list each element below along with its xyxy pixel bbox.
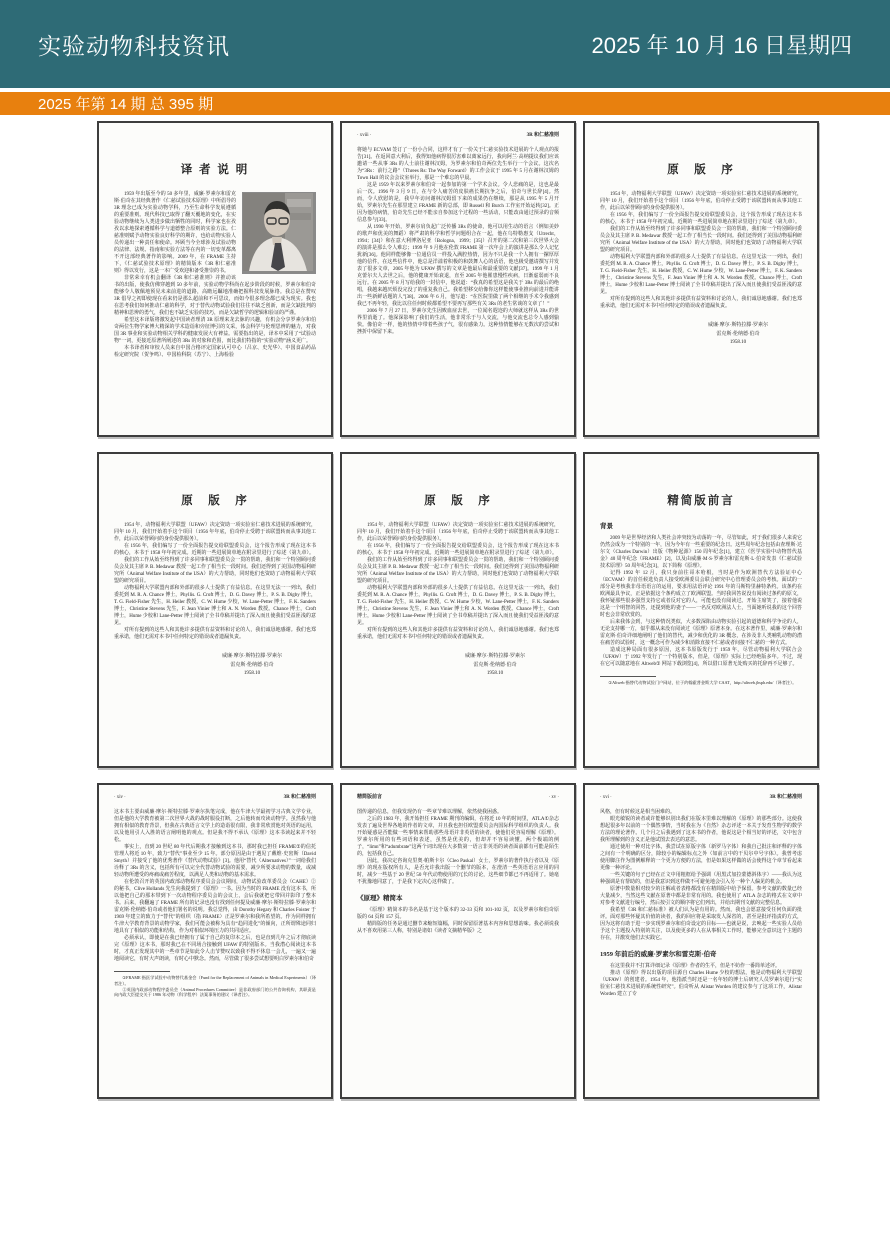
page-paragraph: 1959 年出版至今的 50 多年里，威廉·罗素尔和雷克斯·伯奇在其经典著作《仁慈试验技术原理》中所倡导的 3R 理念已成为实验动物学科，乃至生命科学发展遵循的重要准则。现代科技已取得了翻天覆地的变化，在实验动物继续为人类进步做出牺牲的同时，科学家也在孜孜以求地探索遵循科学与道德整合原则的实验方法。仁慈准则赋予动物实验良好科学的期许，也给动物实验人员传递出一种责任和使命。环顾当今全球涉及试验动物的法律、法规、指南和实验方法等在内的一切变革都离不开这部经典著作的影响。2009 年，在 FRAME 主持下，《仁慈试验技术原理》的精简版本《3R 和仁慈准则》得以发行，这是一本广受欢迎和备受推崇的书。 <box>114 192 236 274</box>
page-thumbnail <box>97 452 333 768</box>
running-head-left: 精简版前言 <box>357 795 383 800</box>
signature-line: 1958.10 <box>243 671 261 676</box>
running-head-left: · xvi · <box>600 795 612 800</box>
signature-line: 雷克斯·伦纳德·伯奇 <box>473 662 517 668</box>
signature-block <box>708 322 768 348</box>
page-thumbnail <box>340 452 576 768</box>
section-heading: 1959 年前后的威廉·罗素尔和雷克斯·伯奇 <box>600 951 717 958</box>
signature-block <box>222 653 282 679</box>
page-title: 原 版 序 <box>181 495 249 507</box>
page-paragraph: 造成这种局面有很多原因，这本书原版发行于 1959 年，尽管动物福利大学联合会（UFAW）于 1992 年发行了一个特别版本，但是，《原理》实际上已经绝版多年。不过，现在它可以随意地在 Altweb① 网站下载浏览[4]，所以借口原著无处购买的托辞再不足够了。 <box>600 648 802 667</box>
signature-block <box>465 653 525 679</box>
page-paragraph: 在这里我并不打算详细记录《原理》作者的生平，但是不妨作一番简单述评。 <box>610 964 781 969</box>
page-thumbnail <box>97 121 333 437</box>
page-paragraph: 眼光敏锐的读者或许能够识别出我们在版本里难以理解的《原理》的那些部分。这使我想起很多年以前的一个偶然事情，当时我在为《自然》杂志评述一本关于发育生物学的数学方法的理论著作。几个月之后我遇到了这本书的作者，他说这是个相当好的评述，文中包含我所理解到的含义正是他试图去表达的意思。 <box>600 817 802 843</box>
page-paragraph: 将她与 ECVAM 签订了一份小合同，这样才有了一份关于仁慈实验技术进展的个人观点的报告[31]。在返回意大利后，我得知他病得很厉害难以离家远行，我向阿兰·高纳提议我们应该邀请一些从事 3Rs 的人士前往谢林汉姆，为罗素尔和伯奇两位先生举行一个会议。这次名为“3Rs：前行之路”（Threes Rs: The Way Forward）的工作会议于 1995 年 5 月在谢林汉姆的 Town Hall 的议会会议室举行，那是一个难忘的早晨。 <box>357 148 559 181</box>
signature-line: 威廉·摩尔·斯特拉滕·罗素尔 <box>708 323 768 328</box>
page-paragraph: 《原理》精简本的书名是基于这个版本的 32-33 页和 101-102 页，以及罗素尔和伯奇原版的 64 页和 157 页。 <box>357 908 559 920</box>
pages-grid <box>0 115 890 1099</box>
section-heading: 《原理》精简本 <box>357 895 403 902</box>
running-head-left: · xiv · <box>114 795 126 800</box>
page-paragraph: 我希望《3R 和仁慈标准》被人们认为是有用的。然而，我也会愿意接受任何负面的批评。面对那些怀疑其价值的读者，我的回应将是采取发人深省的，甚至是批评指责的方式，因为这将有助于进一步实现罗素尔和伯奇设定的目标——也就是说，去唤起一些实验人员给予这个主题投入特别的关注，以及使更多的人在从事相关工作时，能够完全意识这个主题的存在，并激发他们去实践它。 <box>600 908 802 941</box>
page-thumbnail <box>583 783 819 1099</box>
page-paragraph: 因此，我决定咨询克里奥·帕斯卡尔（Cleo Paskal）女士，罗素尔的著作执行者以及《原理》的现在版权所有人，是否允许我出版一个删节的版本，在澄清一些英语语言应用的同时，减少一些基于 20 世纪 50 年代动物使用的冗长的讨论，这些细节都已不再适用了。她毫不犹豫地同意了，于是我下定决心这样做了。 <box>357 859 559 885</box>
page-paragraph: 记得 1992 年 12 月，我只身前往哥本哈根，当时是作为欧洲替代方法验证中心（ECVAM）的首任候选负责人接受欧洲委员会联合研究中心管理委员会的考核。面试的一部分是考核我非母语语言的运用，要求用法语评论 1991 年的马斯特里赫特条约。该条约在欧洲最具争议，正是依据这个条约成立了欧洲联盟。当时我回答说没有阅读过条约的原文，我怀疑那些很多强烈支持它或者反对它的人，可能也没有阅读过。开始主席笑了，接着他说这是一个明智的回答，还提到他的妻子——一名反对欧洲法人士，当面她听说我的这个回答时也会非常欣赏的。 <box>600 571 802 618</box>
running-head-right: 3R 和仁慈准则 <box>283 795 316 800</box>
signature-line: 1958.10 <box>486 671 504 676</box>
page-thumbnail <box>97 783 333 1099</box>
section-heading: 背景 <box>600 523 613 530</box>
running-head-right: · xv · <box>548 795 559 800</box>
page-thumbnail <box>340 783 576 1099</box>
page-title: 原 版 序 <box>667 164 735 176</box>
page-title: 译 者 说 明 <box>180 164 250 176</box>
newsletter-title: 实验动物科技资讯 <box>38 32 230 59</box>
running-head-right: 3R 和仁慈准则 <box>526 133 559 138</box>
page-running-head <box>600 795 802 801</box>
page-title: 精简版前言 <box>667 495 735 507</box>
running-head-left: · xviii · <box>357 133 372 138</box>
signature-line: 威廉·摩尔·斯特拉滕·罗素尔 <box>465 654 525 659</box>
signature-line: 雷克斯·伦纳德·伯奇 <box>716 331 760 337</box>
footnote: ②英国内政部动物程序委员会（Animal Procedures Committee）是非政府部门的公共咨询机构，其职责是向内政大臣提交关于 1986 年动物（科学程序）法案事务的建议（译者注）。 <box>114 986 316 998</box>
page-paragraph: 图传递的信息，但我发现仍有一些章节难以理解，依然使我困惑。 <box>357 810 503 815</box>
page-paragraph: 我们的工作从始至终得到了许多同事和联盟委员会一贯的帮助，我们和一个特别顾问委员会及其主席 P. B. Medawar 教授一起工作了相当长一段时间。我们还得到了美国动物福利研究所（Animal Welfare Institute of the USA）的大力帮助，同时他们也资助了动物福利大学联盟的研究项目。 <box>114 558 316 584</box>
page-paragraph: 动物福利大学联盟内部和外部的很多人士提供了有益信息。在这里无法一一列出，我们委托到 M. R. A. Chance 博士，Phyllis. G. Croft 博士，D. G. Davey 博士，P. S. B. Digby 博士，T. G. Field-Fisher 先生，H. Heiler 教授，C. W. Hume 少校，W. Lane-Petter 博士，F. K. Sanders 博士，Christine Stevens 先生，F. Jean Vinier 博士和 A. N. Worden 教授。Chance 博士，Croft 博士，Hume 少校和 Lane-Petter 博士阅读了全书草稿并提出了深入而且使我们受益匪浅的意见。 <box>114 586 316 626</box>
issue-number-label: 2025 年第 14 期 总 395 期 <box>38 96 214 113</box>
page-paragraph: 精简版的任务是通过删节来缩短篇幅，同时保留原著基本内容和思想韵味。我必须说我从不喜欢用第三人称，特别是诸如《读者文摘精华版》之 <box>357 922 559 934</box>
running-head-right: 3R 和仁慈准则 <box>769 795 802 800</box>
footnote: ①FRAME 指医学试验中动物替代基金会（Fund for the Replacement of Animals in Medical Experiments）（译者注）。 <box>114 975 316 986</box>
signature-line: 雷克斯·伦纳德·伯奇 <box>230 662 274 668</box>
page-paragraph: 在 1956 年，我们编写了一份全面报告提交给联盟委员会，这个报告形成了现在这本书的核心，本书于 1958 年年初完成。近期的一些进展简单地在附录里进行了综述（第九章）。 <box>600 213 802 225</box>
page-paragraph: 推动《原理》得以出版的项目源自 Charles Hume 少校的想法，他是动物福利大学联盟（UFAW）的创建者。1954 年，他指派当时还是一名年轻的博士后研究人员罗素尔进行“实验室仁慈技术进展的系统性研究”。伯奇听从 Alistar Worden 的建议参与了这项工作，Alistar Worden 建立了专 <box>600 971 802 997</box>
page-thumbnail <box>340 121 576 437</box>
page-paragraph: 通过使用一种对比字体，我尝试在原版字体（新罗马字体）和我自己批注和评释的字体之间有一个明确的区分，除较小的编辑标点之外（如前言中的干贝尔中号字体）。我曾考虑使用脚注作为图例解释的一个更为方便的方法，但是如果这样做的话会使得这个章节看起来更像一种评论。 <box>600 845 802 871</box>
page-paragraph: 事实上，直到 20 世纪 80 年代后期我才接触到这本书，那时我已担任 FRAME①的信托管理人将近 10 年，致力“替代”事业至少 15 年。部分原因是由于遇见了戴维·史密斯（David Smyth）并接受了他的优秀著作《替代动物试验》[3]。他用“替代（Alternatives）”一词给我们诠释了 3Rs 的含义，包括所有可以完全代替动物试验的需要，减少所要求动物的数量，或减轻动物所遭受的疼痛或痛苦程度，以满足人类和动物的基本需求。 <box>114 845 316 878</box>
issue-bar <box>0 92 890 115</box>
page-thumbnail <box>583 452 819 768</box>
page-paragraph: 1954 年，动物福利大学联盟（UFAW）决定资助一项实验室仁慈技术进展的系统研究，同年 10 月，我们开始着手这个项目（1956 年年底，伯奇停止受聘于该联盟转而从事其他工作，此后以荣誉顾问的身份提供服务）。 <box>600 192 802 211</box>
page-paragraph: 在伦敦召开的英国内政部动物程序委员会会议期间，动物试验改革委员会（CAHE）②的秘书，Clive Hollands 先生向我提到了《原理》一书。因为当时的 FRAME 没有这本书，所以他把自己的那本带到下一次动物程序委员会的会议上，会后我就把它带回并影印了整本书。后来，我翻遍了 FRAME 所有的记录也没有找到任何提及威廉·摩尔·斯特拉滕·罗素尔和雷克斯·伦纳德·伯奇或者他们署名的说明。我总觉得，由 Dorothy Hegary 和 Charles Foister 于 1969 年建立的致力于“替代”的组织（指 FRAME）正是罗素尔和我所希望的。作为同样拥有牛津大学教育背景的动物学家，我们可能会被称为具有“趋同进化”的倾向，正所谓殊途同归地具有了相似的功能和结构，作为对相似环境压力的共同适应。 <box>114 880 316 934</box>
signature-line: 威廉·摩尔·斯特拉滕·罗素尔 <box>222 654 282 659</box>
signature-line: 1958.10 <box>729 340 747 345</box>
page-paragraph: 从 1990 年开始，罗素尔肩负起广泛传播 3Rs 的使命，他可以用生动的语言（例如美妙的歌声和优美的舞蹈）将严肃的科学和哲学问题组合在一起，他在乌特勒惠支（Utrecht，1994；[34]）和在意大利博洛尼亚（Bologna，1999；[35]）召开的第二次和第三次世界大会的演讲是那么令人难忘；1999 年 9 月他在伦敦 FRAME 第一次年会上的演讲是那么令人记忆犹新[36]。他同样能够像一位通信员一样投入满腔热情，因为不只是我一个人拥有一摞厚厚他的信件，在这些信件中，他总是洋溢着积极的和鼓舞人心的话语，他也极受邀请撰写并发表了很多文章，2005 年他为 UFAW 撰写的文章是他最后和最重要的文献[37]。1999 年 1 月克蕾尔夫人去世之后，他的健康开始衰退，直至 2005 年他罹患慢性疾病，日渐虚弱而不良远行。在 2005 年 8 月写给我的一封信中，他说道：“我真的希望这是我关于 3Rs 的最后的绝唱，我越来越厌烦没完没了的重复我自己。我希望移交给像你这样能使事业推向前进并能讲出一些新鲜话题的人”[38]。2006 年 6 月，他写道：“在医院里做了两个相继的手术令我感到我已不再年轻，我比以往任何时候都希望不要再写那些有关 3Rs 的老生常谈的文章了！” <box>357 225 559 307</box>
page-paragraph: 原著中数量相对较少的注解或者表格都没有在精简版中给予保留。参考文献的数量已经大量减少，当然这些文献在原著中都是非常有用的。我也使用了 ATLA 杂志的格式在文章中对参考文献进行编号，然后按引文的顺序将它们列出，并给出期刊文献的完整信息。 <box>600 887 802 906</box>
masthead <box>0 0 890 88</box>
footnote: ①Altweb 指替代动物试验门户网站，位于约翰霍普金斯大学 CAAT，http://altweb.jhsph.edu/（译者注）。 <box>608 680 797 685</box>
page-paragraph: 这是 1959 年以来罗素尔和伯奇一起参加的第一个学术会议。令人悲痛的是，这也是最后一次。1996 年 3 月 9 日，在与令人痛苦的皮肤癌长期抗争之后，伯奇与世长辞[4]。然而，令人欣慰的是，我早年访问谢林汉姆留下来的成果仍在继续，那是从 1995 年 5 月开始，罗素尔先生在那里建立 FRAME 新的总部，即 Russell 和 Burch 工作室开始运转[32]。正因为他的病情，伯奇先生已经不能亲自参加这个过程的一些活动，只能改由通过预录的音频信息参与[33]。 <box>357 183 559 223</box>
page-paragraph: 2006 年 7 月 27 日，罗素尔先生因败血症去世，一位闻名遐迩的大师就这样从 3Rs 的世界里消逝了。他深深影响了我们的生活，他非常乐于与人交流，与他交流也总令人感到愉快。像伯奇一样，他的热情中带着些孩子气，很有感染力。这种热情能够在无数次的尝试和挫折中保留下来。 <box>357 309 559 335</box>
portrait-photo <box>242 192 316 274</box>
page-paragraph: 对所有提到的这些人和其他许多提供有益资料和讨论的人，我们诚恳地感谢。我们也郑重承诺，他们无需对本书中任何特定的错误或者遗漏负责。 <box>600 297 802 309</box>
page-paragraph: 希望这本译版将激发起中国读者理清 3R 原理来龙去脉的兴趣，有机会分享罗素尔和伯奇两位生物学家博大精深的学术造诣和旁征博引的文采，体会科学与伦理思辨的魅力，对我国 3R 事业和实验动物相关学科的健康发展大有裨益。需要指出的是，译本中采用了“试验动物”一词，更接近原著所阐述的 3Rs 的对象和范围，而比我们特指的“实验动物”涵义更广。 <box>114 318 316 344</box>
page-thumbnail <box>583 121 819 437</box>
page-paragraph: 我们的工作从始至终得到了许多同事和联盟委员会一贯的帮助，我们和一个特别顾问委员会及其主席 P. B. Medawar 教授一起工作了相当长一段时间。我们还得到了美国动物福利研究所（Animal Welfare Institute of the USA）的大力帮助，同时他们也资助了动物福利大学联盟的研究项目。 <box>357 558 559 584</box>
page-running-head <box>114 795 316 801</box>
page-paragraph: 之后的 1983 年，我开始担任 FRAME 期刊的编辑，在将近 10 年的时间里，ATLA①杂志发表了遍及世界各地的作者的文章，并且我也担任欧盟委员会内国际科学组织的负责人。我开始疑惑是否能做一些事情来帮助那些母语并非英语的读者，使他们更容易理解《原理》。罗素尔所用的有些词语和表述，虽然是优美的，但却并不容易读懂。两个极端的例子，“limn”和“adumbrate”这两个词出现在大多数第一语言非英语的读者面前都有可能是陌生的，包括我自己。 <box>357 817 559 857</box>
page-paragraph: 2009 年是世界经济和人类社会冲突较为动荡的一年，尽管如此，对于我们很多人来说它仍然会成为一个特别的一年，因为今年有一些重要的纪念日。这些周年纪念包括由查理斯·达尔文（Charles Darwin）出版《物种起源》150 周年纪念[1]，建立《医学实验中动物替代基金》40 周年纪念（FRAME）[2]，以及由威廉·M·S·罗素尔和雷克斯·L·伯奇发表《仁慈试验技术原理》50 周年纪念[3]，以下简称《原理》。 <box>600 536 802 569</box>
page-paragraph: 在 1956 年，我们编写了一份全面报告提交给联盟委员会，这个报告形成了现在这本书的核心，本书于 1958 年年初完成。近期的一些进展简单地在附录里进行了综述（第九章）。 <box>357 544 559 556</box>
page-paragraph: 一些关键的句子已经在正文中用粗框给予强调（用黑式加拉蒙德斜体字）——我认为这种强调是有帮助的，但是我意识到这样做不可避免地会引入另一种个人偏见的机会。 <box>600 873 802 885</box>
page-paragraph: 对所有提到的这些人和其他许多提供有益资料和讨论的人，我们诚恳地感谢。我们也郑重承诺，他们无需对本书中任何特定的错误或者遗漏负责。 <box>114 628 316 640</box>
page-running-head <box>357 795 559 801</box>
page-paragraph: 动物福利大学联盟内部和外部的很多人士提供了有益信息。在这里无法一一列出，我们委托到 M. R. A. Chance 博士，Phyllis. G. Croft 博士，D. G. Davey 博士，P. S. B. Digby 博士，T. G. Field-Fisher 先生，H. Heiler 教授，C. W. Hume 少校，W. Lane-Petter 博士，F. K. Sanders 博士，Christine Stevens 先生，F. Jean Vinier 博士和 A. N. Worden 教授。Chance 博士，Croft 博士，Hume 少校和 Lane-Petter 博士阅读了全书草稿并提出了深入而且使我们受益匪浅的意见。 <box>357 586 559 626</box>
page-paragraph: 1954 年，动物福利大学联盟（UFAW）决定资助一项实验室仁慈技术进展的系统研究，同年 10 月，我们开始着手这个项目（1956 年年底，伯奇停止受聘于该联盟转而从事其他工作，此后以荣誉顾问的身份提供服务）。 <box>114 523 316 542</box>
page-paragraph: 必须承认，即使是在我已经拥有了属于自己的复印本之后，也是直到几年之后才彻底读完《原理》这本书，那时我已在不同场合接触到 UFAW 的特别版本。当我潜心阅读这本书时，才真正发现其中的一些章节是如此令人击节赞叹以致我不得不休息一会儿，一遍又一遍地阅读它，有时大声朗读，有时心中默念。然而，尽管做了很多尝试想要明白罗素尔和伯奇 <box>114 936 316 962</box>
page-paragraph: 动物福利大学联盟内部和外部的很多人士提供了有益信息。在这里无法一一列出，我们委托到 M. R. A. Chance 博士，Phyllis. G. Croft 博士，D. G. Davey 博士，P. S. B. Digby 博士，T. G. Field-Fisher 先生，H. Heiler 教授，C. W. Hume 少校，W. Lane-Petter 博士，F. K. Sanders 博士，Christine Stevens 先生，F. Jean Vinier 博士和 A. N. Worden 教授。Chance 博士，Croft 博士，Hume 少校和 Lane-Petter 博士阅读了全书草稿并提出了深入而且使我们受益匪浅的意见。 <box>600 255 802 295</box>
page-paragraph: 我们的工作从始至终得到了许多同事和联盟委员会一贯的帮助，我们和一个特别顾问委员会及其主席 P. B. Medawar 教授一起工作了相当长一段时间。我们还得到了美国动物福利研究所（Animal Welfare Institute of the USA）的大力帮助，同时他们也资助了动物福利大学联盟的研究项目。 <box>600 227 802 253</box>
page-paragraph: 本书译者和审校人员来自中国合格评定国家认可中心（吕京、史光华）、中国食品药品检定研究院（贺争鸣）、中国检科院（苏宁）、上海检验 <box>114 346 316 358</box>
page-paragraph: 风格，但有时候这是相当困难的。 <box>600 810 676 815</box>
page-paragraph: 在 1956 年，我们编写了一份全面报告提交给联盟委员会，这个报告形成了现在这本书的核心，本书于 1958 年年初完成。近期的一些进展简单地在附录里进行了综述（第九章）。 <box>114 544 316 556</box>
page-paragraph: 这本书主要由威廉·摩尔·斯特拉滕·罗素尔执笔完成，他在牛津大学最初学习古典文学专业，但是他的大学教育被第二次世界大战的战时服役打断，之后他转而攻读动物学。虽然我与他拥有相似的教育背景，但我在古典语言文学上的造诣很有限，我非常欣赏他对英语的运用，以及他用引人入胜的语言阐明他的观点。但是我不得不承认《原理》这本书读起来并不轻松。 <box>114 810 316 843</box>
page-paragraph: 非常荣幸有机会翻译《3R 和仁慈准则》并推动该书的出版，使我仿佛穿越到 50 多年前，实验动物学科尚在起步阶段的时候，罗素尔和伯奇能够令人敬佩地预见未来前进的道路，高瞻远瞩地准确把握科技发展脉络。我总是在赞叹 3R 倡导之初即使现在看来仍是那么超前和不可思议，而如今很多理念都已成为现实。我也在思考我们如何推动仁慈的科学，对于替代动物试验我们往往不缺乏创新，而是欠缺批判的精神和思辨的勇气，我们也不缺乏实验的技巧，而是欠缺哲学的逻辑和验证的严谨。 <box>114 276 316 316</box>
page-paragraph: 对所有提到的这些人和其他许多提供有益资料和讨论的人，我们诚恳地感谢。我们也郑重承诺，他们无需对本书中任何特定的错误或者遗漏负责。 <box>357 628 559 640</box>
footnote-divider <box>114 971 170 972</box>
footnote-divider <box>600 676 656 677</box>
page-paragraph: 后来我体会到，与这种情况类似，大多数深陷由动物实验引起的道德和科学争论的人，无论支持哪一方，似乎都从来没有阅读过《原理》原著本身。在这本著作里，威廉·罗素尔和雷克斯·伯奇详细地阐明了他们的替代，减少和优化的 3R 概念，在涉及非人类哺乳动物的潜在痛苦的试验时，这一概念可作为减少和消除直接不仁慈或者间接不仁慈的一种方式。 <box>600 620 802 646</box>
issue-date: 2025 年 10 月 16 日星期四 <box>591 32 852 58</box>
page-title: 原 版 序 <box>424 495 492 507</box>
page-paragraph: 1954 年，动物福利大学联盟（UFAW）决定资助一项实验室仁慈技术进展的系统研究，同年 10 月，我们开始着手这个项目（1956 年年底，伯奇停止受聘于该联盟转而从事其他工作，此后以荣誉顾问的身份提供服务）。 <box>357 523 559 542</box>
page-running-head <box>357 133 559 139</box>
